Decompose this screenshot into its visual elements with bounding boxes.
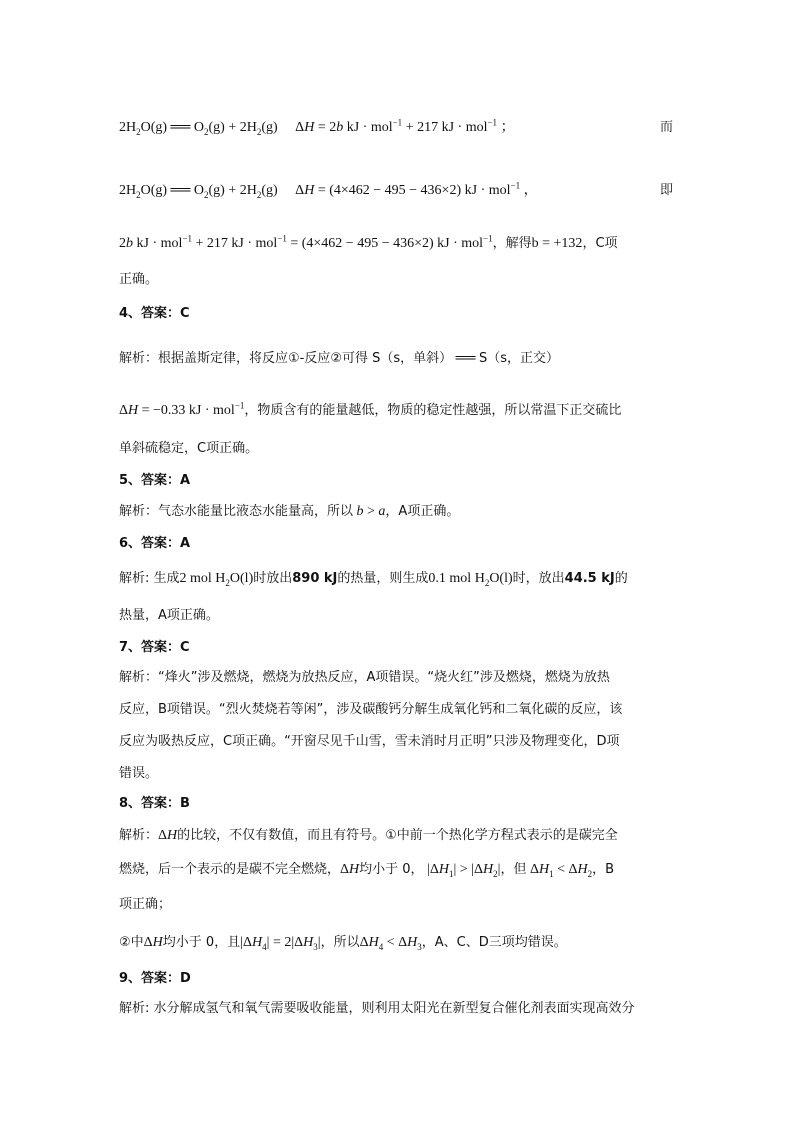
answer-8: 8、答案：B [119,796,190,811]
explanation-7-line-3: 反应为吸热反应，C项正确。“开窗尽见千山雪，雪未消时月正明”只涉及物理变化，D项 [119,734,620,749]
answer-4: 4、答案：C [119,306,190,321]
answer-7: 7、答案：C [119,640,190,655]
equation-line-2 [119,179,673,200]
answer-5: 5、答案：A [119,473,191,488]
equation-line-1 [119,116,673,137]
answer-9: 9、答案：D [119,971,191,986]
explanation-4-line-3: 单斜硫稳定，C项正确。 [119,441,259,456]
explanation-7-line-1: 解析：“烽火”涉及燃烧，燃烧为放热反应，A项错误。“烧火红”涉及燃烧，燃烧为放热 [119,670,610,685]
amount-0-1mol: 0.1 mol $H_2O(l)$ [428,571,513,588]
explanation-8-line-3: 项正确； [119,897,172,912]
explanation-9-line-1: 解析: 水分解成氢气和氧气需要吸收能量，则利用太阳光在新型复合催化剂表面实现高效分 [119,1001,635,1016]
delta-comparison: $\Delta H_1 < \Delta H_2$ [526,862,593,879]
explanation-7-line-2: 反应，B项错误。“烈火焚烧若等闲”，涉及碳酸钙分解生成氧化钙和二氧化碳的反应，该 [119,702,623,717]
thermo-equation-1: $2H_2O(g)$ ══ $O_2(g) + 2H_2(g)$ ΔH = 2b kJ · mol$^{-1}$ + 217 kJ · mol$^{-1}$ ； [119,117,515,137]
b-value: b = +132 [531,236,583,251]
explanation-8-line-4: ②中ΔH均小于 0，且$|\Delta H_4| = 2|\Delta H_3|$，所以$\Delta H_4 < \Delta H_3$，A、C、D三项均错误。 [119,935,567,952]
explanation-4-line-1: 解析：根据盖斯定律，将反应①-反应②可得 S（s，单斜） ══ S（s，正交） [119,351,560,366]
abs-comparison: $|\Delta H_1| > |\Delta H_2|$ [423,862,501,879]
abs-equation: $|\Delta H_4| = 2|\Delta H_3|$ [240,935,321,952]
explanation-7-line-4: 错误。 [119,766,159,781]
equal-sign: ══ [452,351,480,366]
answer-6: 6、答案：A [119,536,191,551]
solve-equation: 2b kJ · mol$^{-1}$ + 217 kJ · mol$^{-1}$ = (4×462 − 495 − 436×2) kJ · mol$^{-1}$ [119,233,493,251]
explanation-6-line-2: 热量，A项正确。 [119,608,219,623]
solve-text: ，解得 [492,236,532,251]
item-c-text: ，C项 [582,236,618,251]
conjunction-er: 而 [659,120,673,135]
delta-h-symbol: ΔH [158,828,178,843]
delta-h-value: ΔH = −0.33 kJ · mol$^{-1}$ [119,400,245,418]
amount-2mol: 2 mol $H_2O(l)$ [179,571,254,588]
solve-line [119,232,673,252]
delta-comparison-2: $\Delta H_4 < \Delta H_3$ [359,935,422,952]
explanation-5: 解析：气态水能量比液态水能量高，所以 b > a，A项正确。 [119,504,460,519]
inequality-b-a: b > a [356,504,386,519]
explanation-4-line-2: ΔH = −0.33 kJ · mol$^{-1}$，物质含有的能量越低，物质的稳定性越强，所以常温下正交硫比 [119,400,622,418]
explanation-8-line-2: 燃烧，后一个表示的是碳不完全燃烧，ΔH均小于 0， $|\Delta H_1| > |\Delta H_2|$，但 $\Delta H_1 < \Delta H_2$，B [119,862,615,879]
explanation-6-line-1: 解析: 生成2 mol $H_2O(l)$时放出890 kJ的热量，则生成0.1 mol $H_2O(l)$时，放出44.5 kJ的 [119,571,628,588]
thermo-equation-2: $2H_2O(g)$ ══ $O_2(g) + 2H_2(g)$ ΔH = (4×462 − 495 − 436×2) kJ · mol$^{-1}$ ， [119,180,538,200]
conjunction-ji: 即 [659,183,673,198]
solve-line-2: 正确。 [119,272,159,287]
explanation-8-line-1: 解析：ΔH的比较，不仅有数值，而且有符号。①中前一个热化学方程式表示的是碳完全 [119,828,618,843]
